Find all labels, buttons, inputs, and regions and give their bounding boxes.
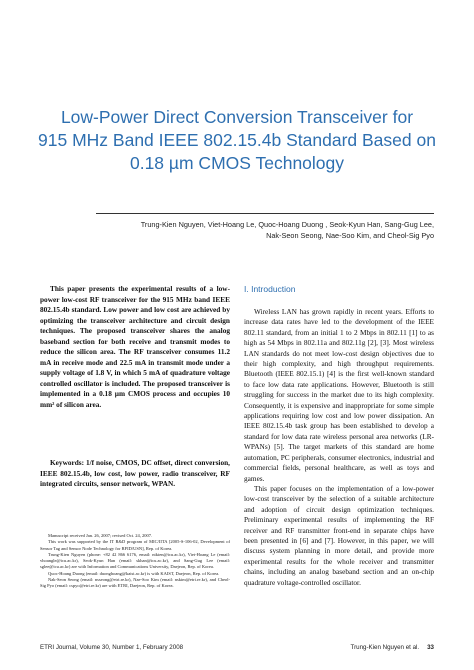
footer-right — [351, 644, 434, 651]
footnote-affiliation-etri: Nak-Seon Seong (email: nsseong@etri.re.kr), Nae-Soo Kim (email: nskim@etri.re.kr), and Cheol-Sig Pyo (email: cspyo@etri.re.kr) are with ETRI, Daejeon, Rep. of Korea. — [40, 577, 230, 589]
title-line-1: Low-Power Direct Conversion Transceiver for — [60, 107, 414, 127]
abstract: This paper presents the experimental results of a low-power low-cost RF transceiver for the 915 MHz band IEEE 802.15.4b standard. Low power and low cost are achieved by optimizing the transceiver architecture and circuit design techniques. The proposed transceiver shares the analog baseband section for both receive and transmit modes to reduce the silicon area. The RF transceiver consumes 11.2 mA in receive mode and 22.5 mA in transmit mode under a supply voltage of 1.8 V, in which 5 mA of quadrature voltage controlled oscillator is included. The proposed transceiver is implemented in a 0.18 µm CMOS process and occupies 10 mm² of silicon area. — [40, 284, 230, 409]
authors-line-2: Nak-Seon Seong, Nae-Soo Kim, and Cheol-Sig Pyo — [266, 231, 434, 240]
keywords: Keywords: 1/f noise, CMOS, DC offset, direct conversion, IEEE 802.15.4b, low cost, low power, radio transceiver, RF integrated circuits, sensor network, WPAN. — [40, 458, 230, 488]
page-number: 33 — [427, 644, 434, 651]
author-list — [96, 219, 434, 241]
paper-title — [20, 106, 454, 175]
title-line-2: 915 MHz Band IEEE 802.15.4b Standard Based on — [38, 130, 436, 150]
authors-line-1: Trung-Kien Nguyen, Viet-Hoang Le, Quoc-Hoang Duong , Seok-Kyun Han, Sang-Gug Lee, — [140, 220, 434, 229]
introduction-body — [244, 307, 434, 588]
section-heading-introduction: I. Introduction — [244, 284, 296, 294]
introduction-paragraph-1: Wireless LAN has grown rapidly in recent years. Efforts to increase data rates have led to the development of the IEEE 802.11 standard, from an initial 1 to 2 Mbps in 802.11 [1] to as high as 54 Mbps in 802.11a and 802.11g [2], [3]. Most wireless LAN standards do not meet low-cost design objectives due to their high complexity, and high throughput requirements. Bluetooth (IEEE 802.15.1) [4] is the first well-known standard to face low data rate applications. However, Bluetooth is still struggling for success in the market due to its high complexity. Consequently, it is expensive and inappropriate for some simple applications requiring low cost and low power dissipation. An IEEE 802.15.4b task group has been established to develop a standard for low data rate wireless personal area networks (LR-WPANs) [5]. The target markets of this standard are home automation, PC peripherals, consumer electronics, industrial and commercial fields, personal healthcare, as well as toys and games. — [244, 307, 434, 483]
introduction-paragraph-2: This paper focuses on the implementation of a low-power low-cost transceiver by the selection of a suitable architecture and adoption of circuit design optimization techniques. Preliminary experimental results of implementing the RF receiver and RF transmitter front-end in separate chips have been presented in [6] and [7]. However, in this paper, we will discuss system planning in more detail, and provide more experimental results for the whole receiver and transmitter chains, including an analog baseband section and an on-chip quadrature voltage-controlled oscillator. — [244, 483, 434, 587]
footer-journal: ETRI Journal, Volume 30, Number 1, February 2008 — [40, 644, 184, 651]
footer-running-author: Trung-Kien Nguyen et al. — [350, 644, 420, 651]
footnotes — [40, 533, 230, 590]
footnote-affiliation-icu: Trung-Kien Nguyen (phone: +82 42 866 6176, email: ntkien@icu.ac.kr), Viet-Hoang Le (email: vhoangle@icu.ac.kr), Seok-Kyun Han (email: skhan@icu.ac.kr), and Sang-Gug Lee (email: sglee@icu.ac.kr) are with Information and Communications University, Daejeon, Rep. of Korea. — [40, 551, 230, 570]
footnote-funding: This work was supported by the IT R&D program of MIC/IITA [2005-S-106-02, Development of Sensor Tag and Sensor Node Technology for RFID/USN], Rep. of Korea. — [40, 539, 230, 551]
footnote-affiliation-kaist: Quoc-Hoang Duong (email: duonghoang@kaist.ac.kr) is with KAIST, Daejeon, Rep. of Korea. — [48, 570, 220, 576]
title-line-3: 0.18 µm CMOS Technology — [129, 153, 345, 173]
title-rule — [96, 213, 434, 214]
footnote-manuscript: Manuscript received Jan. 26, 2007; revised Oct. 24, 2007. — [48, 533, 153, 538]
